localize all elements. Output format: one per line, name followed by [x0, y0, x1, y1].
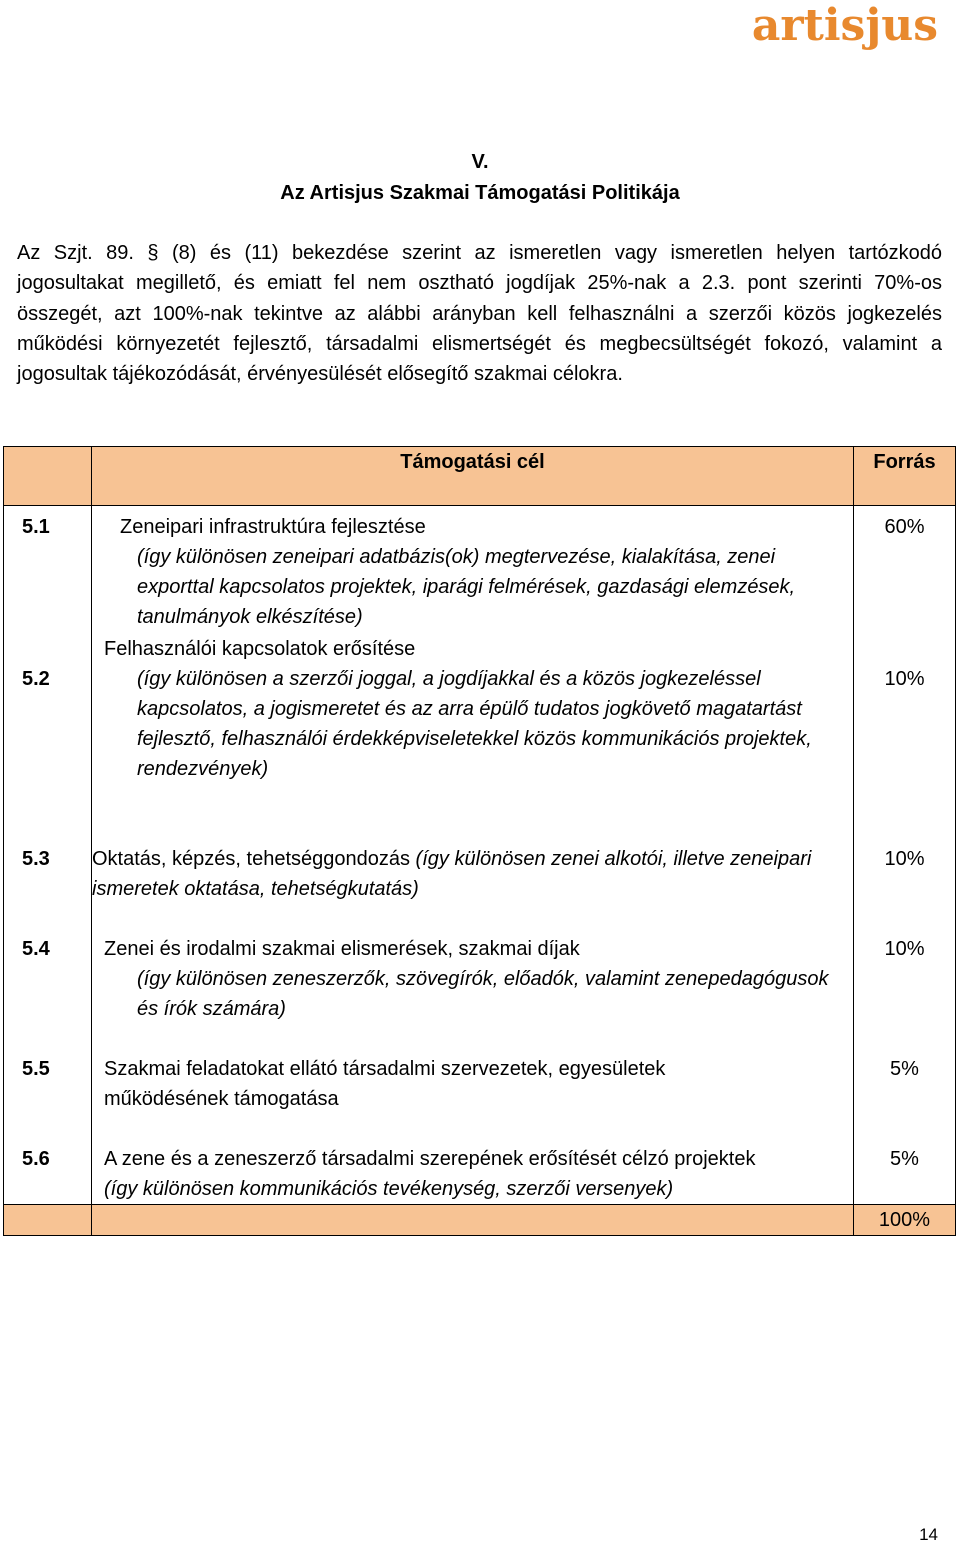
- row-description: (így különösen a szerzői joggal, a jogdíjakkal és a közös jogkezeléssel kapcsolatos, a jogismeretet és az arra épülő tudatos jogkövető magatartást fejlesztő, felhasználói érdekképviseletekkel közös kommunikációs projektek, rendezvények): [137, 667, 812, 780]
- row-title: Szakmai feladatokat ellátó társadalmi szervezetek, egyesületek működésének támogatása: [104, 1057, 666, 1110]
- row-description: (így különösen zeneszerzők, szövegírók, előadók, valamint zenepedagógusok és írók számára): [137, 967, 829, 1020]
- table-row: [4, 838, 956, 928]
- header-num-cell: [4, 447, 92, 506]
- total-goal-cell: [92, 1204, 854, 1235]
- row-description: (így különösen zenei alkotói, illetve zeneipari ismeretek oktatása, tehetségkutatás): [92, 847, 812, 900]
- row-source: 10%: [854, 658, 956, 838]
- row-number: 5.5: [4, 1048, 92, 1138]
- row-goal: [92, 637, 854, 838]
- table-row: [4, 1138, 956, 1205]
- table-header: [4, 447, 956, 506]
- row-source: 10%: [854, 928, 956, 1048]
- row-number: 5.1: [4, 506, 92, 658]
- row-goal: [92, 1048, 854, 1138]
- row-description: (így különösen zeneipari adatbázis(ok) megtervezése, kialakítása, zenei exporttal kapcsolatos projektek, iparági felmérések, gazdasági elemzések, tanulmányok elkészítése): [137, 546, 796, 628]
- row-title: A zene és a zeneszerző társadalmi szerepének erősítését célzó projektek: [104, 1147, 756, 1170]
- row-title: Zenei és irodalmi szakmai elismerések, szakmai díjak: [104, 937, 580, 960]
- table-row: [4, 928, 956, 1048]
- row-goal: [92, 1138, 854, 1205]
- row-number: 5.4: [4, 928, 92, 1048]
- table-row: [4, 658, 956, 838]
- total-num-cell: [4, 1204, 92, 1235]
- page-title: Az Artisjus Szakmai Támogatási Politikája: [280, 182, 680, 204]
- header-source: Forrás: [854, 447, 956, 506]
- header-goal: Támogatási cél: [92, 447, 854, 506]
- row-source: 60%: [854, 506, 956, 658]
- artisjus-logo: artisjus: [751, 0, 938, 51]
- row-source: 5%: [854, 1138, 956, 1205]
- support-table: [3, 446, 956, 1236]
- row-number: 5.2: [4, 658, 92, 838]
- page-number: 14: [919, 1525, 938, 1544]
- row-number: 5.6: [4, 1138, 92, 1205]
- intro-paragraph: Az Szjt. 89. § (8) és (11) bekezdése szerint az ismeretlen vagy ismeretlen helyen tartózkodó jogosultakat megillető, és emiatt fel nem osztható jogdíjak 25%-nak a 2.3. pont szerinti 70%-os összegét, azt 100%-nak tekintve az alábbi arányban kell felhasználni a szerzői közös jogkezelés működési környezetét fejlesztő, társadalmi elismertségét és megbecsültségét fokozó, valamint a jogosultak tájékozódását, érvényesülését elősegítő szakmai célokra.: [17, 242, 942, 386]
- row-title: Oktatás, képzés, tehetséggondozás: [92, 847, 410, 870]
- row-source: 10%: [854, 838, 956, 928]
- table-total-row: [4, 1204, 956, 1235]
- section-number: V.: [471, 151, 489, 173]
- row-title: Zeneipari infrastruktúra fejlesztése: [120, 516, 426, 538]
- row-goal: [92, 838, 854, 928]
- table-row: [4, 1048, 956, 1138]
- total-value: 100%: [854, 1204, 956, 1235]
- row-description: (így különösen kommunikációs tevékenység, szerzői versenyek): [104, 1177, 674, 1200]
- row-title: Felhasználói kapcsolatok erősítése: [104, 637, 416, 660]
- row-source: 5%: [854, 1048, 956, 1138]
- row-goal: [92, 928, 854, 1048]
- row-number: 5.3: [4, 838, 92, 928]
